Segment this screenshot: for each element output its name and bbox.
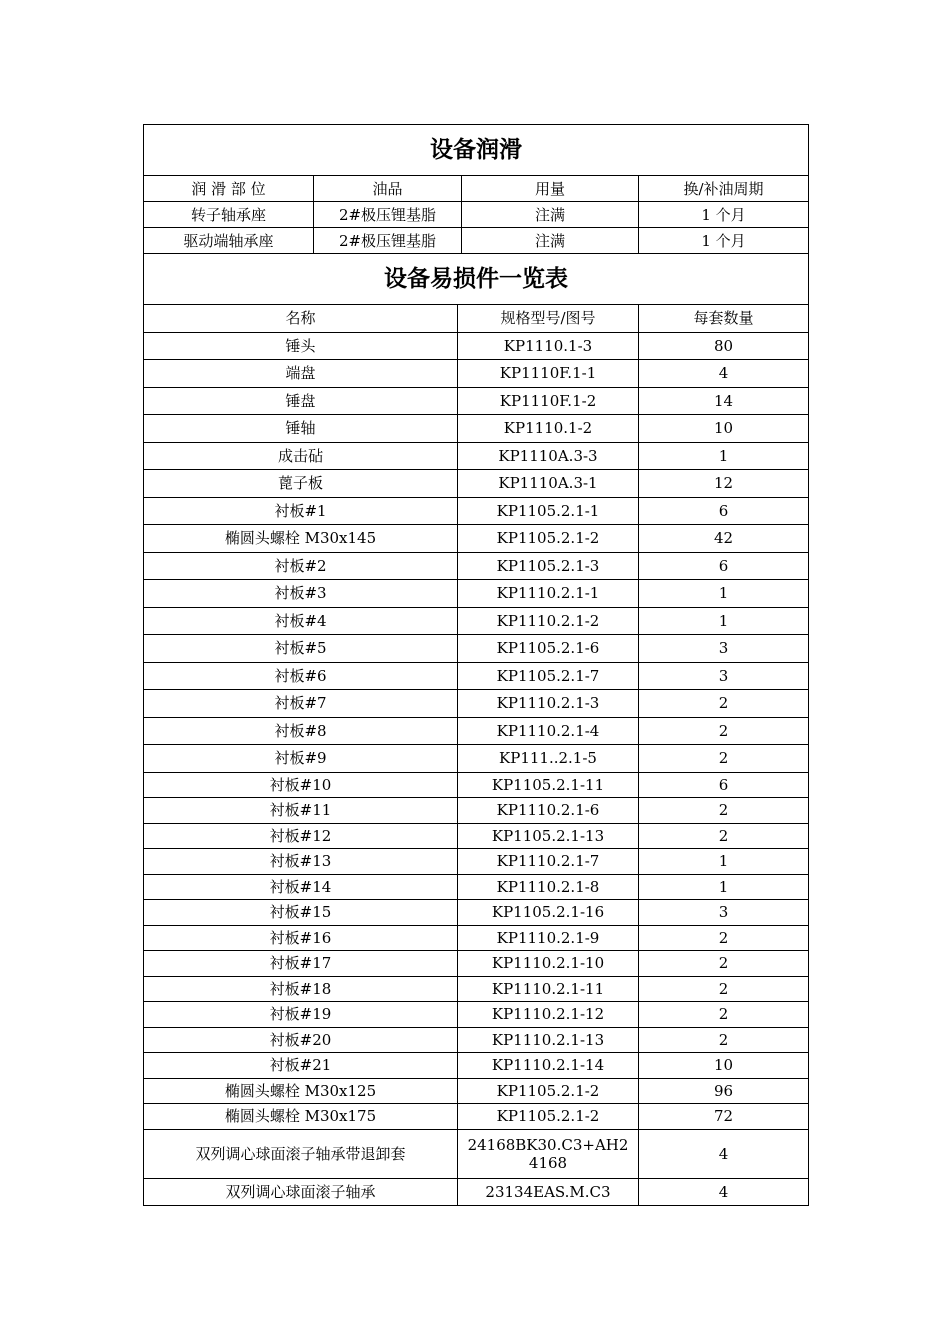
part-quantity-cell: 2 xyxy=(639,823,809,849)
table-row xyxy=(144,580,809,608)
table-row xyxy=(144,1002,809,1028)
part-name-cell: 端盘 xyxy=(144,360,458,388)
part-name-cell: 衬板#2 xyxy=(144,552,458,580)
lubrication-title-row xyxy=(144,125,809,176)
part-spec-cell: 23134EAS.M.C3 xyxy=(458,1178,639,1206)
column-header: 名称 xyxy=(144,305,458,333)
part-quantity-cell: 42 xyxy=(639,525,809,553)
part-spec-cell: KP1110.2.1-7 xyxy=(458,849,639,875)
table-row xyxy=(144,1178,809,1206)
column-header: 换/补油周期 xyxy=(639,176,809,202)
part-quantity-cell: 2 xyxy=(639,690,809,718)
part-quantity-cell: 3 xyxy=(639,662,809,690)
column-header: 每套数量 xyxy=(639,305,809,333)
part-name-cell: 锤头 xyxy=(144,332,458,360)
table-cell: 转子轴承座 xyxy=(144,202,314,228)
part-spec-cell: KP1110.1-2 xyxy=(458,415,639,443)
part-spec-text: 24168BK30.C3+AH24168 xyxy=(467,1135,629,1172)
part-name-cell: 衬板#8 xyxy=(144,717,458,745)
table-row xyxy=(144,662,809,690)
part-spec-cell: KP1110.2.1-12 xyxy=(458,1002,639,1028)
part-name-cell: 衬板#1 xyxy=(144,497,458,525)
part-quantity-cell: 2 xyxy=(639,1002,809,1028)
part-name-cell: 衬板#14 xyxy=(144,874,458,900)
column-header: 润 滑 部 位 xyxy=(144,176,314,202)
part-name-cell: 锤盘 xyxy=(144,387,458,415)
part-name-cell: 衬板#16 xyxy=(144,925,458,951)
lubrication-title: 设备润滑 xyxy=(144,125,809,176)
table-row xyxy=(144,1027,809,1053)
part-spec-cell: KP1105.2.1-2 xyxy=(458,525,639,553)
part-spec-cell: KP111..2.1-5 xyxy=(458,745,639,773)
part-name-cell: 蓖子板 xyxy=(144,470,458,498)
part-name-cell: 衬板#20 xyxy=(144,1027,458,1053)
part-spec-cell: KP1110.2.1-14 xyxy=(458,1053,639,1079)
table-row xyxy=(144,497,809,525)
part-spec-cell: KP1110F.1-2 xyxy=(458,387,639,415)
column-header: 油品 xyxy=(314,176,462,202)
part-name-cell: 衬板#12 xyxy=(144,823,458,849)
part-spec-cell: KP1105.2.1-6 xyxy=(458,635,639,663)
part-spec-cell: KP1105.2.1-7 xyxy=(458,662,639,690)
table-cell: 2#极压锂基脂 xyxy=(314,202,462,228)
parts-table xyxy=(143,253,809,1206)
table-row xyxy=(144,470,809,498)
part-quantity-cell: 1 xyxy=(639,607,809,635)
part-name-cell: 衬板#7 xyxy=(144,690,458,718)
table-row xyxy=(144,1053,809,1079)
part-quantity-cell: 1 xyxy=(639,442,809,470)
part-spec-cell: KP1110.2.1-1 xyxy=(458,580,639,608)
table-row xyxy=(144,849,809,875)
table-row xyxy=(144,1078,809,1104)
part-name-cell: 衬板#21 xyxy=(144,1053,458,1079)
table-row xyxy=(144,1104,809,1130)
part-spec-cell: KP1105.2.1-13 xyxy=(458,823,639,849)
table-row xyxy=(144,607,809,635)
part-quantity-cell: 14 xyxy=(639,387,809,415)
part-name-cell: 衬板#9 xyxy=(144,745,458,773)
table-row xyxy=(144,900,809,926)
part-name-cell: 衬板#3 xyxy=(144,580,458,608)
table-cell: 注满 xyxy=(462,228,639,254)
part-spec-cell: KP1105.2.1-11 xyxy=(458,772,639,798)
part-spec-cell: KP1110.2.1-10 xyxy=(458,951,639,977)
part-name-cell: 衬板#11 xyxy=(144,798,458,824)
part-quantity-cell: 4 xyxy=(639,360,809,388)
part-name-cell: 衬板#17 xyxy=(144,951,458,977)
part-name-cell: 双列调心球面滚子轴承 xyxy=(144,1178,458,1206)
part-spec-cell: KP1110.1-3 xyxy=(458,332,639,360)
part-name-cell: 衬板#10 xyxy=(144,772,458,798)
table-row xyxy=(144,690,809,718)
part-name-cell: 衬板#13 xyxy=(144,849,458,875)
parts-header-row xyxy=(144,305,809,333)
table-row xyxy=(144,360,809,388)
table-row xyxy=(144,442,809,470)
part-name-cell: 衬板#5 xyxy=(144,635,458,663)
part-spec-cell: KP1105.2.1-2 xyxy=(458,1078,639,1104)
table-row xyxy=(144,717,809,745)
part-spec-cell: KP1110F.1-1 xyxy=(458,360,639,388)
part-spec-cell: KP1105.2.1-16 xyxy=(458,900,639,926)
column-header: 规格型号/图号 xyxy=(458,305,639,333)
table-cell: 2#极压锂基脂 xyxy=(314,228,462,254)
table-row xyxy=(144,772,809,798)
part-quantity-cell: 1 xyxy=(639,580,809,608)
table-row xyxy=(144,387,809,415)
part-quantity-cell: 2 xyxy=(639,745,809,773)
part-quantity-cell: 2 xyxy=(639,951,809,977)
part-quantity-cell: 4 xyxy=(639,1178,809,1206)
lubrication-header-row xyxy=(144,176,809,202)
part-quantity-cell: 10 xyxy=(639,1053,809,1079)
part-quantity-cell: 96 xyxy=(639,1078,809,1104)
part-quantity-cell: 6 xyxy=(639,552,809,580)
part-name-cell: 双列调心球面滚子轴承带退卸套 xyxy=(144,1129,458,1178)
part-quantity-cell: 80 xyxy=(639,332,809,360)
part-quantity-cell: 2 xyxy=(639,925,809,951)
column-header: 用量 xyxy=(462,176,639,202)
parts-title-row xyxy=(144,254,809,305)
part-quantity-cell: 2 xyxy=(639,717,809,745)
table-row xyxy=(144,202,809,228)
table-cell: 注满 xyxy=(462,202,639,228)
part-quantity-cell: 2 xyxy=(639,1027,809,1053)
table-row xyxy=(144,798,809,824)
document-sheet xyxy=(143,124,808,1206)
part-quantity-cell: 2 xyxy=(639,976,809,1002)
table-row xyxy=(144,874,809,900)
table-cell: 驱动端轴承座 xyxy=(144,228,314,254)
part-name-cell: 衬板#4 xyxy=(144,607,458,635)
table-row xyxy=(144,823,809,849)
part-name-cell: 椭圆头螺栓 M30x175 xyxy=(144,1104,458,1130)
part-quantity-cell: 12 xyxy=(639,470,809,498)
part-quantity-cell: 4 xyxy=(639,1129,809,1178)
part-quantity-cell: 6 xyxy=(639,497,809,525)
part-spec-cell: KP1105.2.1-2 xyxy=(458,1104,639,1130)
part-spec-cell: KP1110.2.1-11 xyxy=(458,976,639,1002)
part-spec-cell: KP1110.2.1-13 xyxy=(458,1027,639,1053)
table-row xyxy=(144,951,809,977)
table-row xyxy=(144,976,809,1002)
lubrication-table xyxy=(143,124,809,254)
parts-title: 设备易损件一览表 xyxy=(144,254,809,305)
part-name-cell: 锤轴 xyxy=(144,415,458,443)
part-spec-cell: KP1110.2.1-6 xyxy=(458,798,639,824)
part-quantity-cell: 1 xyxy=(639,874,809,900)
part-quantity-cell: 10 xyxy=(639,415,809,443)
part-name-cell: 衬板#18 xyxy=(144,976,458,1002)
part-quantity-cell: 3 xyxy=(639,635,809,663)
part-spec-cell: KP1110.2.1-9 xyxy=(458,925,639,951)
part-spec-cell: KP1110.2.1-8 xyxy=(458,874,639,900)
part-spec-cell: KP1110.2.1-3 xyxy=(458,690,639,718)
table-row xyxy=(144,745,809,773)
part-spec-cell: KP1105.2.1-1 xyxy=(458,497,639,525)
part-quantity-cell: 2 xyxy=(639,798,809,824)
part-spec-cell xyxy=(458,1129,639,1178)
part-quantity-cell: 6 xyxy=(639,772,809,798)
part-spec-cell: KP1110A.3-3 xyxy=(458,442,639,470)
part-name-cell: 衬板#6 xyxy=(144,662,458,690)
part-name-cell: 衬板#15 xyxy=(144,900,458,926)
table-row xyxy=(144,925,809,951)
part-quantity-cell: 1 xyxy=(639,849,809,875)
part-quantity-cell: 72 xyxy=(639,1104,809,1130)
part-spec-cell: KP1110.2.1-4 xyxy=(458,717,639,745)
table-row xyxy=(144,635,809,663)
table-cell: 1 个月 xyxy=(639,228,809,254)
part-spec-cell: KP1105.2.1-3 xyxy=(458,552,639,580)
table-row xyxy=(144,332,809,360)
table-row xyxy=(144,415,809,443)
part-spec-cell: KP1110.2.1-2 xyxy=(458,607,639,635)
table-row xyxy=(144,552,809,580)
table-row xyxy=(144,1129,809,1178)
part-name-cell: 成击砧 xyxy=(144,442,458,470)
part-spec-cell: KP1110A.3-1 xyxy=(458,470,639,498)
table-row xyxy=(144,525,809,553)
part-quantity-cell: 3 xyxy=(639,900,809,926)
part-name-cell: 椭圆头螺栓 M30x145 xyxy=(144,525,458,553)
part-name-cell: 衬板#19 xyxy=(144,1002,458,1028)
table-row xyxy=(144,228,809,254)
part-name-cell: 椭圆头螺栓 M30x125 xyxy=(144,1078,458,1104)
table-cell: 1 个月 xyxy=(639,202,809,228)
